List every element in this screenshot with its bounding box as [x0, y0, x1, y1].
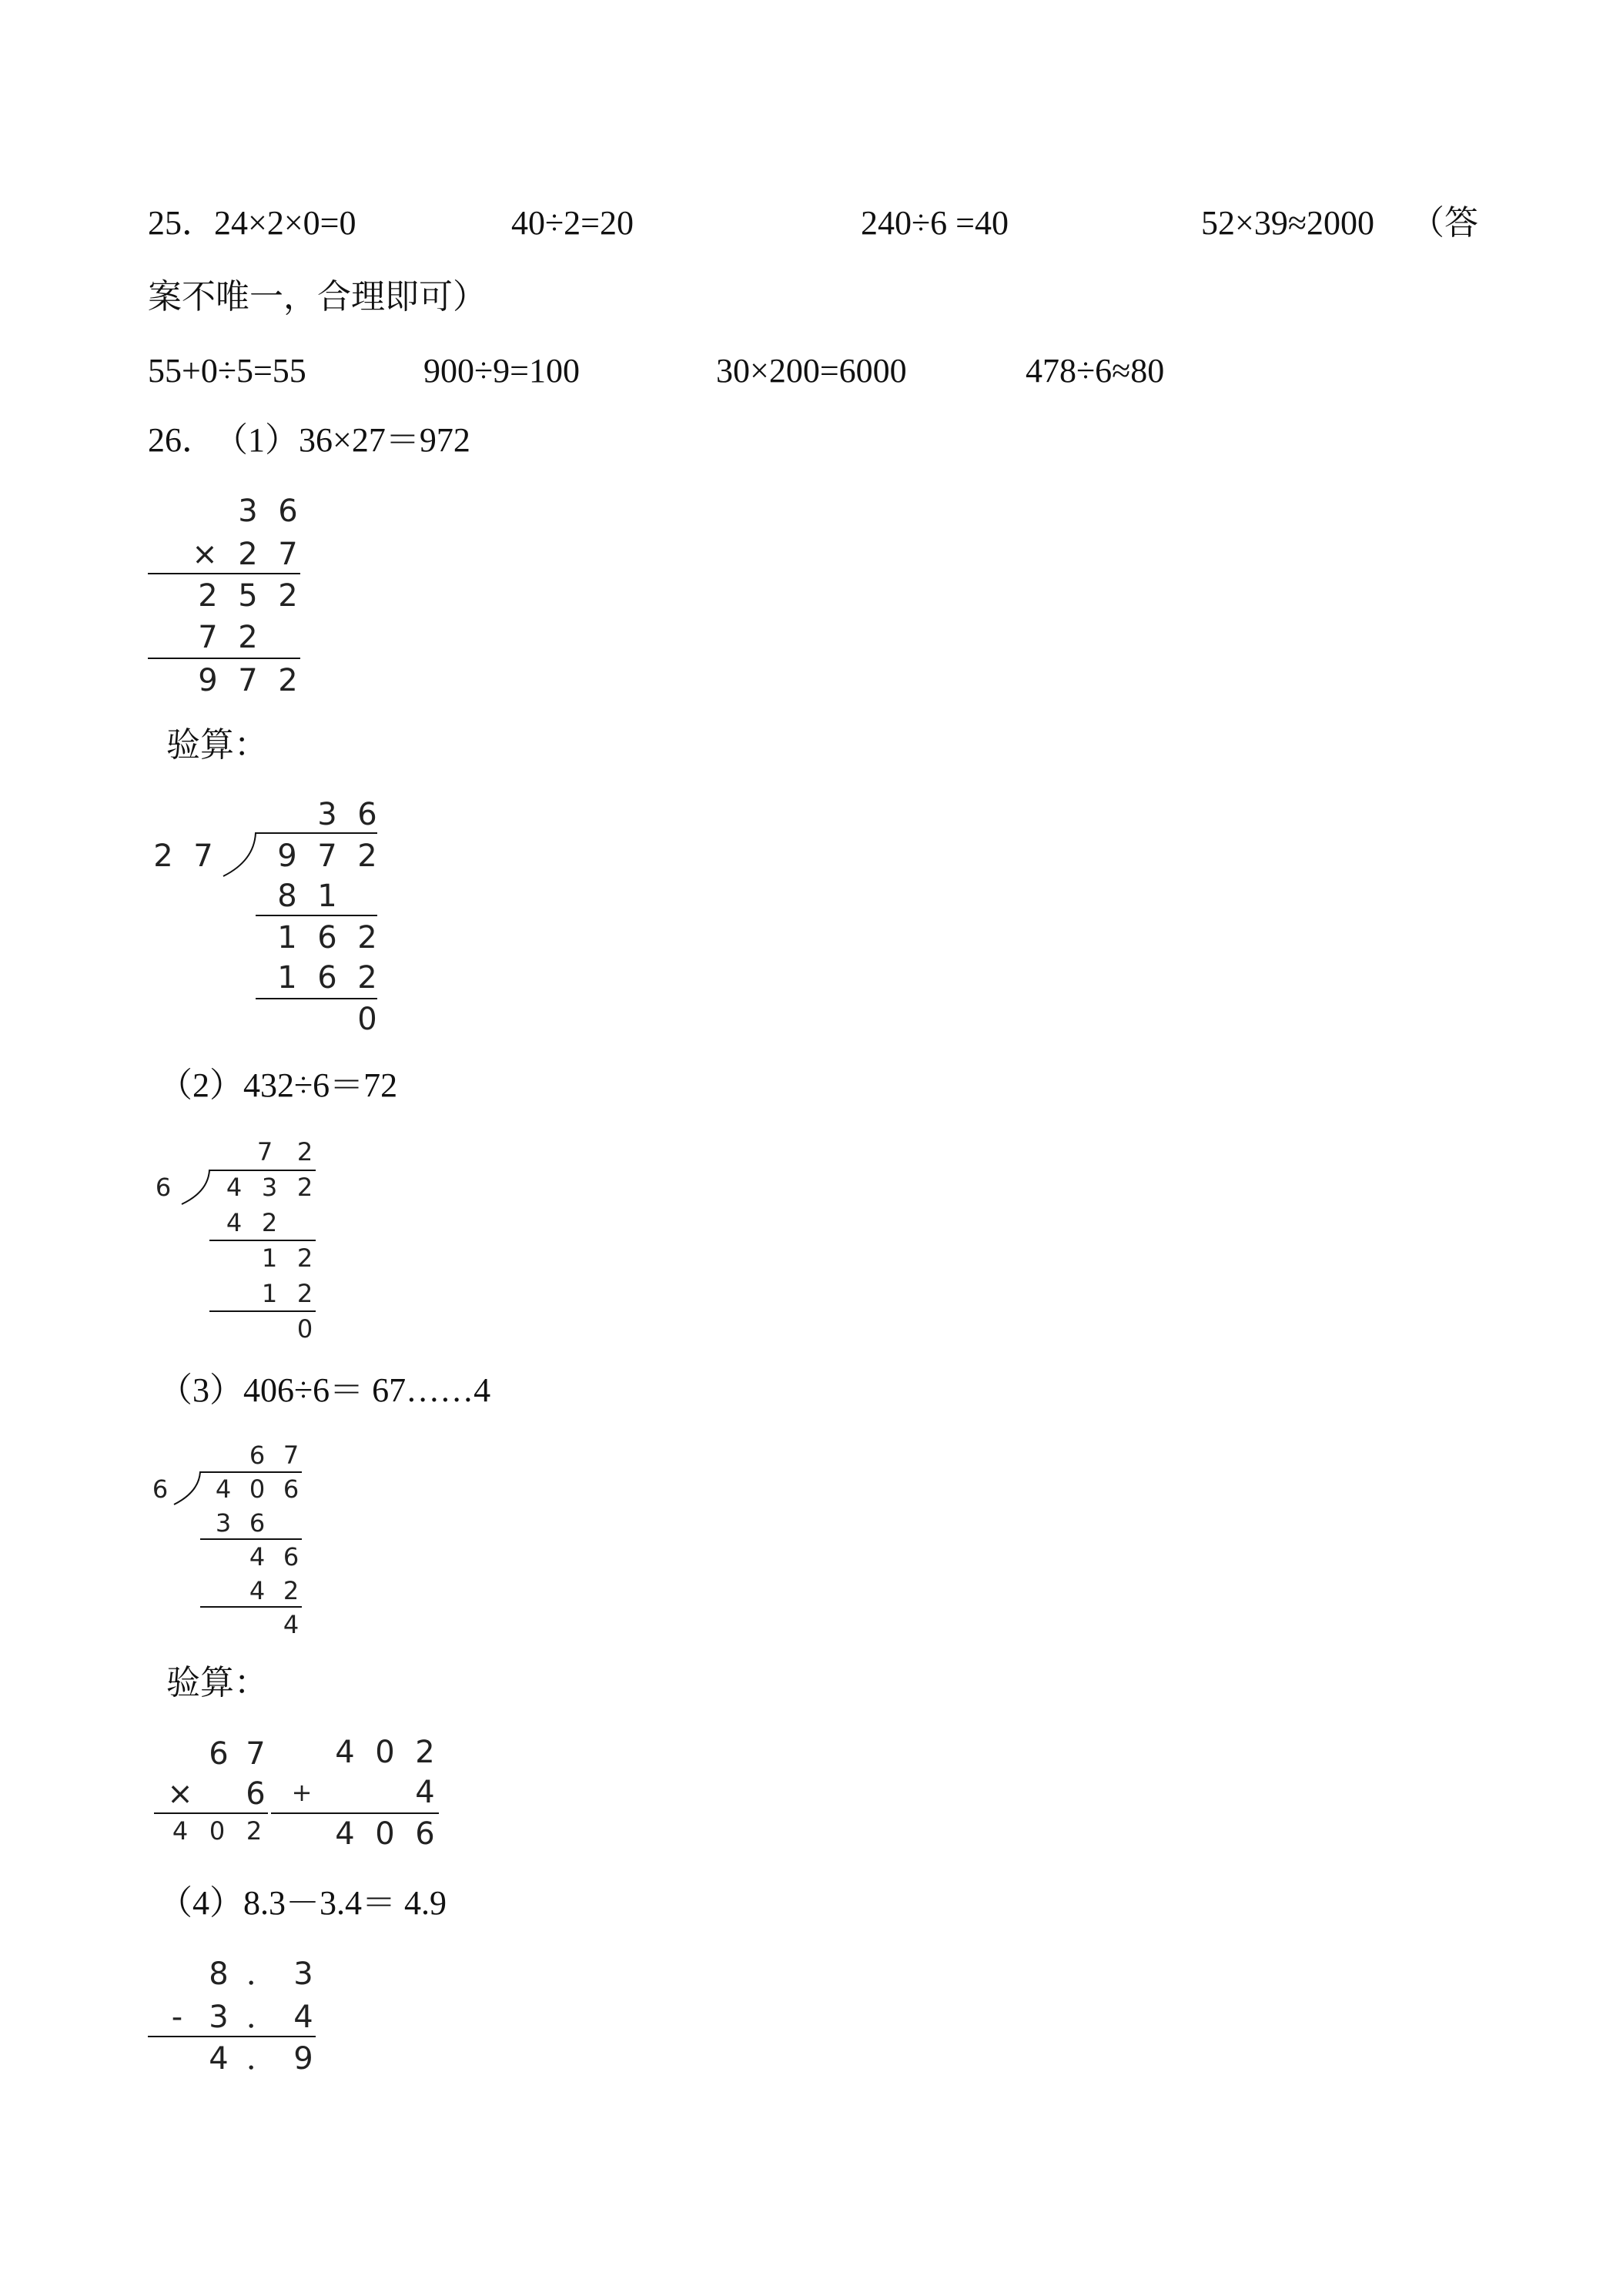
digit: 2: [261, 1208, 278, 1237]
digit: 2: [415, 1735, 435, 1770]
digit: 6: [283, 1542, 300, 1571]
q25-note-end: 案不唯一，合理即可）: [148, 278, 487, 316]
q26-number: 26．: [148, 421, 216, 459]
digit: 8: [209, 1956, 229, 1992]
digit: 2: [278, 578, 298, 614]
digit: 7: [193, 838, 213, 874]
multiply-sign: ×: [192, 537, 218, 572]
q26-part2-title: （2）432÷6＝72: [159, 1066, 398, 1104]
digit: 7: [198, 620, 218, 655]
multiply-sign: ×: [167, 1776, 193, 1812]
q25-expr-2: 40÷2=20: [511, 204, 634, 242]
digit: 4: [215, 1474, 232, 1504]
digit: 2: [296, 1243, 313, 1273]
digit: 0: [296, 1314, 313, 1344]
digit: 0: [375, 1735, 395, 1770]
digit: 2: [296, 1137, 313, 1166]
q25-expr-1: 24×2×0=0: [214, 204, 356, 242]
digit: 2: [153, 838, 173, 874]
minus-sign: -: [171, 2000, 183, 2035]
digit: 1: [277, 920, 297, 956]
digit: 8: [277, 879, 297, 914]
digit: 4: [249, 1542, 266, 1571]
digit: 9: [198, 663, 218, 698]
q26-part1-title: （1）36×27＝972: [214, 421, 470, 459]
rule: [271, 1812, 439, 1814]
q25-expr-8: 478÷6≈80: [1026, 352, 1165, 390]
q25-expr-6: 900÷9=100: [423, 352, 580, 390]
digit: 2: [357, 960, 377, 996]
digit: 6: [152, 1474, 169, 1504]
digit: 1: [261, 1243, 278, 1273]
digit: 7: [256, 1137, 273, 1166]
decimal-point: ．: [246, 1956, 277, 1992]
digit: 2: [357, 920, 377, 956]
digit: 1: [277, 960, 297, 996]
digit: 5: [238, 578, 258, 614]
digit: 6: [246, 1776, 266, 1812]
digit: 0: [375, 1816, 395, 1852]
rule: [148, 2036, 316, 2037]
digit: 6: [278, 494, 298, 529]
q26-part3-title: （3）406÷6＝ 67……4: [159, 1371, 491, 1409]
digit: 3: [209, 2000, 229, 2035]
q25-note-start: （答: [1411, 204, 1478, 242]
q26-part4-title: （4）8.3－3.4＝ 4.9: [159, 1884, 447, 1922]
digit: 7: [246, 1736, 266, 1772]
digit: 7: [278, 537, 298, 572]
digit: 0: [209, 1816, 226, 1846]
digit: 6: [415, 1816, 435, 1852]
digit: 7: [317, 838, 337, 874]
digit: 4: [209, 2041, 229, 2077]
digit: 6: [317, 960, 337, 996]
digit: 7: [238, 663, 258, 698]
digit: 6: [317, 920, 337, 956]
q25-expr-3: 240÷6 =40: [861, 204, 1009, 242]
digit: 4: [415, 1775, 435, 1810]
digit: 4: [249, 1576, 266, 1605]
digit: 3: [293, 1956, 313, 1992]
digit: 2: [278, 663, 298, 698]
rule: [200, 1538, 302, 1540]
digit: 4: [283, 1610, 300, 1639]
digit: 6: [249, 1508, 266, 1538]
digit: 4: [335, 1816, 355, 1852]
digit: 9: [277, 838, 297, 874]
digit: 4: [335, 1735, 355, 1770]
check-label-2: 验算：: [166, 1664, 268, 1702]
digit: 4: [226, 1208, 243, 1237]
digit: 2: [283, 1576, 300, 1605]
digit: 6: [155, 1173, 172, 1202]
digit: 6: [283, 1474, 300, 1504]
q25-expr-7: 30×200=6000: [716, 352, 907, 390]
digit: 4: [226, 1173, 243, 1202]
plus-sign: +: [291, 1778, 313, 1807]
digit: 2: [198, 578, 218, 614]
digit: 3: [238, 494, 258, 529]
rule: [154, 1812, 268, 1814]
digit: 2: [357, 838, 377, 874]
digit: 6: [249, 1441, 266, 1470]
decimal-point: ．: [246, 2000, 277, 2035]
digit: 2: [246, 1816, 263, 1846]
digit: 2: [238, 620, 258, 655]
digit: 0: [357, 1002, 377, 1037]
q25-expr-4: 52×39≈2000: [1201, 204, 1374, 242]
digit: 6: [209, 1736, 229, 1772]
digit: 3: [317, 797, 337, 832]
digit: 6: [357, 797, 377, 832]
digit: 0: [249, 1474, 266, 1504]
decimal-point: ．: [246, 2041, 277, 2077]
digit: 4: [293, 2000, 313, 2035]
q25-expr-5: 55+0÷5=55: [148, 352, 306, 390]
digit: 9: [293, 2041, 313, 2077]
digit: 1: [317, 879, 337, 914]
digit: 7: [283, 1441, 300, 1470]
q25-number: 25．: [148, 204, 216, 242]
digit: 3: [215, 1508, 232, 1538]
digit: 2: [238, 537, 258, 572]
rule: [200, 1606, 302, 1608]
digit: 3: [261, 1173, 278, 1202]
digit: 1: [261, 1279, 278, 1308]
digit: 2: [296, 1279, 313, 1308]
digit: 2: [296, 1173, 313, 1202]
check-label: 验算：: [166, 726, 268, 764]
digit: 4: [172, 1816, 189, 1846]
